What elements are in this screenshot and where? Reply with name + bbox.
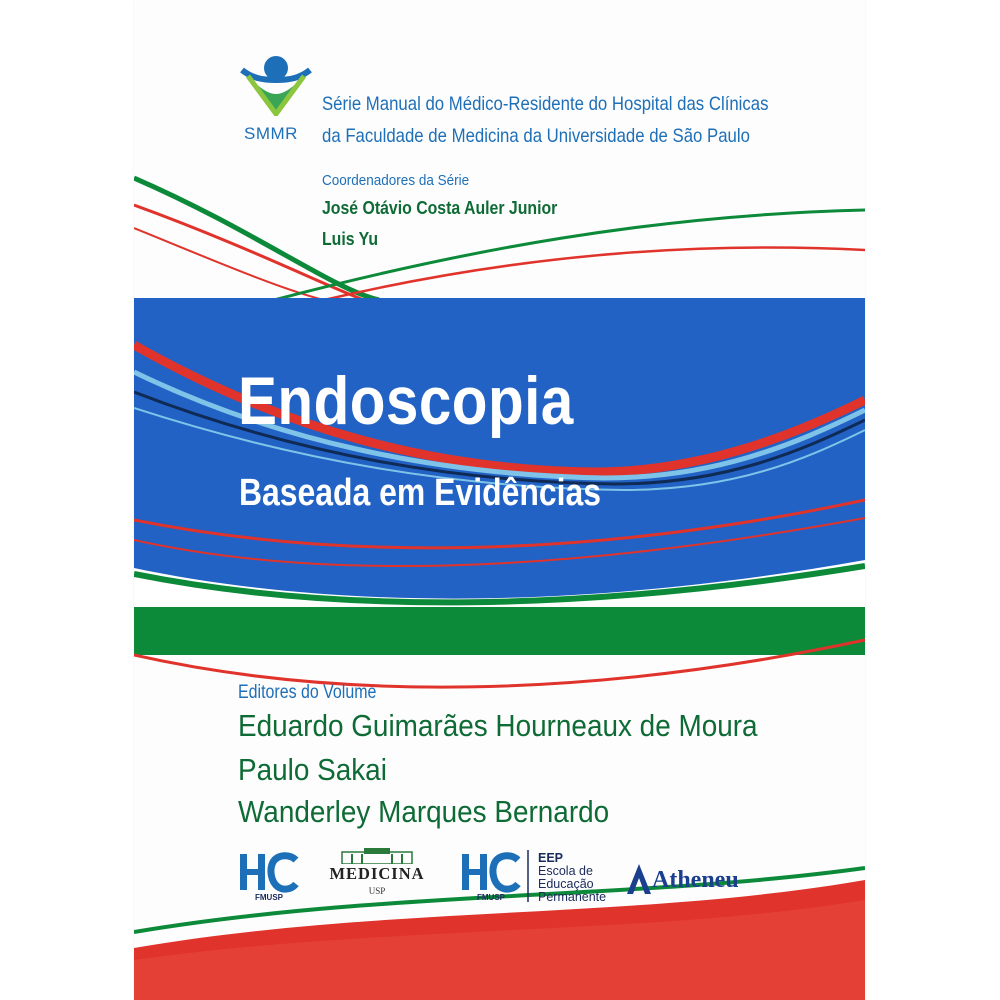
editor-name: Paulo Sakai (238, 752, 387, 787)
smmr-logo-icon (238, 50, 314, 116)
editor-name: Eduardo Guimarães Hourneaux de Moura (238, 708, 758, 743)
medicina-usp-logo (324, 848, 430, 898)
eep-line: Educação (538, 877, 594, 891)
hc-fmusp-logo-icon (238, 852, 300, 902)
hc-fmusp-logo-icon (460, 852, 522, 902)
book-title: Endoscopia (238, 363, 574, 439)
series-line-2: da Faculdade de Medicina da Universidade de São Paulo (322, 125, 750, 147)
coordinator-name: José Otávio Costa Auler Junior (322, 198, 558, 218)
publisher-name: Atheneu (652, 867, 739, 893)
editor-name: Wanderley Marques Bernardo (238, 794, 610, 829)
usp-label: USP (368, 886, 386, 896)
coordinators-label: Coordenadores da Série (322, 172, 470, 189)
coordinator-name: Luis Yu (322, 229, 379, 249)
medicina-label: MEDICINA (329, 864, 425, 883)
hc-fmusp-label: FMUSP (255, 893, 283, 902)
building-icon (324, 848, 430, 864)
eep-logo-text (538, 852, 606, 904)
series-line-1: Série Manual do Médico-Residente do Hospital das Clínicas (322, 93, 769, 115)
hc-fmusp-label: FMUSP (477, 893, 505, 902)
eep-title: EEP (538, 851, 564, 865)
editors-label: Editores do Volume (238, 682, 377, 703)
logo-divider (526, 850, 530, 902)
series-title (322, 88, 769, 152)
eep-line: Escola de (538, 864, 593, 878)
eep-line: Permanente (538, 890, 607, 904)
book-cover (134, 0, 865, 1000)
book-subtitle: Baseada em Evidências (239, 472, 601, 514)
smmr-label: SMMR (244, 124, 298, 143)
atheneu-logo-icon (626, 862, 652, 896)
